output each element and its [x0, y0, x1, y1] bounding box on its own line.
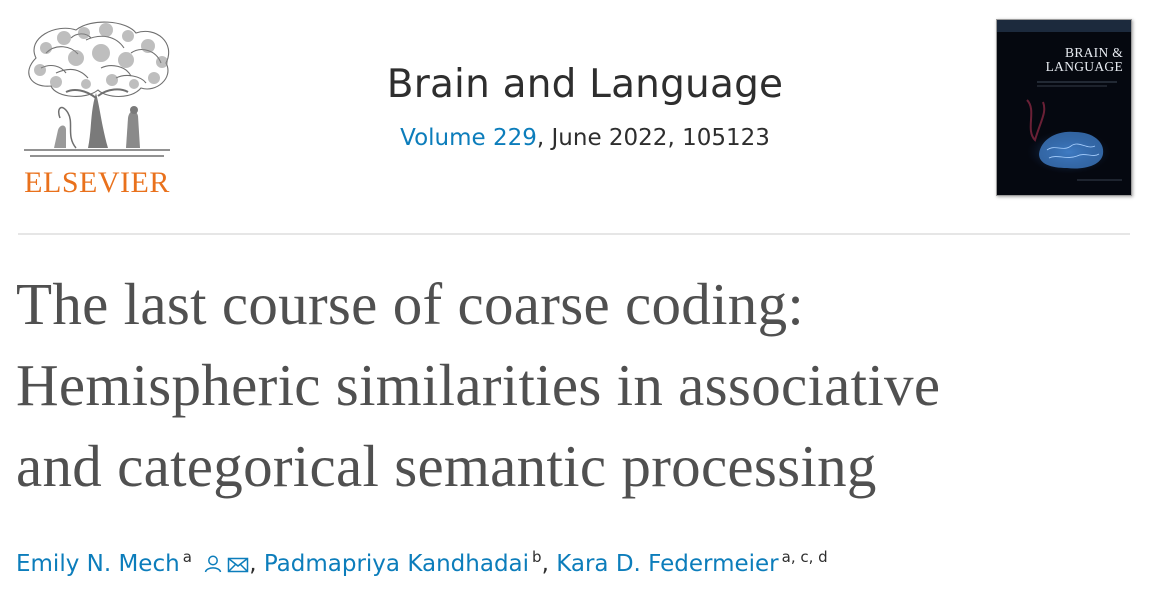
article-title-line-2: Hemispheric similarities in associative [16, 352, 941, 418]
journal-issue-info [300, 123, 870, 153]
affiliation-marker[interactable]: a, c, d [781, 548, 828, 566]
header-divider [18, 233, 1130, 235]
person-icon[interactable] [203, 550, 223, 584]
volume-link[interactable]: Volume 229 [400, 125, 537, 151]
issue-details: , June 2022, 105123 [536, 125, 770, 151]
author-link[interactable]: Padmapriya Kandhadai [263, 551, 530, 577]
article-title-line-1: The last course of coarse coding: [16, 271, 805, 337]
author-list [16, 540, 828, 584]
journal-header [300, 60, 870, 153]
publisher-name: ELSEVIER [24, 166, 170, 199]
elsevier-tree-icon [16, 18, 178, 168]
cover-title-line-1: BRAIN & [1065, 45, 1123, 60]
journal-title-link[interactable]: Brain and Language [386, 62, 784, 107]
publisher-logo[interactable] [16, 18, 178, 198]
journal-cover-thumbnail[interactable] [996, 19, 1132, 196]
cover-title-line-2: LANGUAGE [1045, 59, 1123, 74]
affiliation-marker[interactable]: a [182, 548, 192, 566]
author-separator: , [249, 551, 257, 577]
email-icon[interactable] [227, 550, 249, 584]
author-link[interactable]: Emily N. Mech [16, 551, 180, 577]
brain-image-icon [997, 20, 1131, 195]
affiliation-marker[interactable]: b [532, 548, 542, 566]
author-separator: , [541, 551, 549, 577]
article-title [16, 264, 1136, 507]
author-link[interactable]: Kara D. Federmeier [556, 551, 779, 577]
article-title-line-3: and categorical semantic processing [16, 433, 877, 499]
